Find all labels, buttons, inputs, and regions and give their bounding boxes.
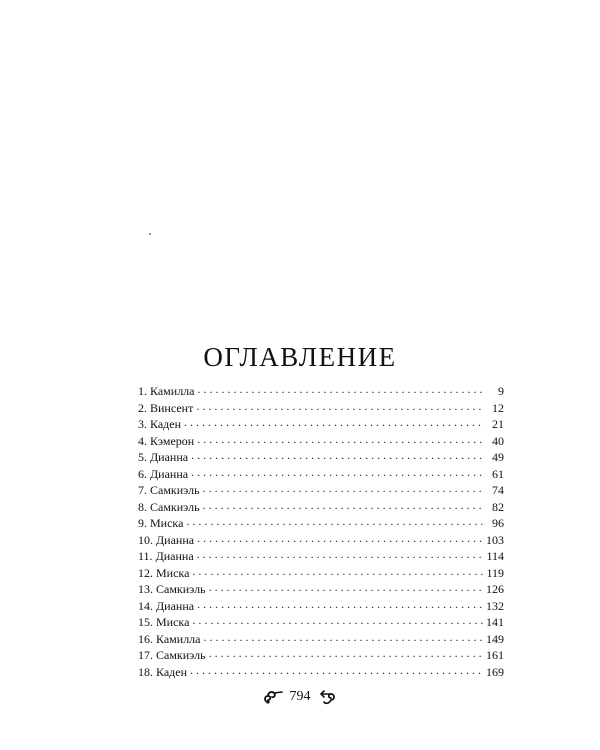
toc-entry-title: Миска (156, 615, 190, 629)
toc-entry-page: 114 (486, 549, 504, 563)
page-title: ОГЛАВЛЕНИЕ (203, 342, 397, 373)
toc-entry-number: 14. (138, 598, 153, 613)
toc-dot-leader (204, 631, 484, 643)
toc-entry-page: 169 (486, 664, 504, 679)
toc-entry (138, 614, 504, 631)
toc-dot-leader (192, 565, 483, 577)
toc-entry (138, 581, 504, 598)
toc-entry (138, 383, 504, 400)
toc-entry-page: 21 (492, 417, 504, 431)
toc-entry-number: 3. (138, 417, 147, 431)
toc-entry-page: 141 (486, 615, 504, 629)
toc-entry-number: 7. (138, 483, 147, 497)
toc-entry-title: Миска (156, 565, 190, 580)
toc-entry (138, 400, 504, 417)
toc-dot-leader (184, 416, 483, 428)
toc-entry-title: Кэмерон (150, 433, 195, 448)
toc-entry-number: 16. (138, 631, 153, 646)
toc-entry-number: 1. (138, 384, 147, 398)
toc-entry (138, 482, 504, 499)
toc-entry-title: Каден (156, 664, 188, 679)
toc-entry (138, 565, 504, 582)
toc-dot-leader (191, 466, 483, 478)
toc-entry-title: Дианна (156, 598, 195, 613)
toc-entry-number: 4. (138, 433, 147, 448)
toc-entry-page: 9 (498, 384, 504, 398)
toc-entry (138, 515, 504, 532)
toc-entry-number: 10. (138, 532, 153, 547)
toc-entry-page: 126 (486, 582, 504, 596)
table-of-contents (138, 383, 504, 680)
toc-entry-page: 103 (486, 532, 504, 547)
toc-dot-leader (203, 482, 483, 494)
toc-dot-leader (197, 433, 483, 445)
toc-dot-leader (203, 499, 483, 511)
toc-entry (138, 664, 504, 681)
toc-entry-title: Дианна (155, 549, 194, 563)
scroll-ornament-icon (262, 688, 284, 706)
toc-entry (138, 466, 504, 483)
toc-dot-leader (209, 581, 483, 593)
toc-dot-leader (190, 664, 483, 676)
toc-entry-page: 161 (486, 648, 504, 662)
toc-entry (138, 548, 504, 565)
toc-entry (138, 433, 504, 450)
toc-entry-number: 6. (138, 466, 147, 481)
page-footer (0, 688, 600, 706)
toc-entry-number: 5. (138, 450, 147, 464)
toc-entry-title: Дианна (150, 466, 189, 481)
toc-entry-page: 40 (492, 433, 504, 448)
toc-entry-title: Самкиэль (150, 483, 200, 497)
toc-dot-leader (198, 383, 484, 395)
toc-dot-leader (197, 532, 483, 544)
toc-entry-page: 49 (492, 450, 504, 464)
toc-entry-number: 11. (138, 549, 153, 563)
toc-entry-number: 12. (138, 565, 153, 580)
toc-entry-page: 12 (492, 400, 504, 415)
toc-entry-number: 17. (138, 648, 153, 662)
toc-entry-page: 119 (486, 565, 504, 580)
toc-entry-page: 82 (492, 499, 504, 514)
toc-dot-leader (196, 400, 483, 412)
toc-entry-page: 74 (492, 483, 504, 497)
toc-dot-leader (197, 548, 483, 560)
toc-entry-number: 2. (138, 400, 147, 415)
page-speck (149, 233, 151, 235)
toc-dot-leader (191, 449, 483, 461)
toc-entry-number: 9. (138, 516, 147, 530)
toc-dot-leader (197, 598, 483, 610)
toc-entry-number: 18. (138, 664, 153, 679)
toc-entry-title: Самкиэль (150, 499, 200, 514)
scroll-ornament-icon (317, 688, 339, 706)
toc-entry-page: 96 (492, 516, 504, 530)
toc-entry (138, 631, 504, 648)
toc-entry (138, 532, 504, 549)
toc-entry-number: 13. (138, 582, 153, 596)
page-number: 794 (289, 689, 311, 704)
toc-entry-title: Винсент (150, 400, 194, 415)
toc-entry-page: 61 (492, 466, 504, 481)
toc-entry-title: Дианна (156, 532, 195, 547)
toc-entry (138, 449, 504, 466)
toc-entry-number: 15. (138, 615, 153, 629)
toc-entry-title: Каден (150, 417, 182, 431)
toc-entry (138, 416, 504, 433)
toc-entry-title: Камилла (156, 631, 201, 646)
toc-entry-page: 149 (486, 631, 504, 646)
toc-dot-leader (186, 515, 483, 527)
toc-entry-page: 132 (486, 598, 504, 613)
toc-entry (138, 598, 504, 615)
toc-dot-leader (209, 647, 483, 659)
toc-dot-leader (192, 614, 483, 626)
toc-entry-number: 8. (138, 499, 147, 514)
toc-entry (138, 499, 504, 516)
toc-entry-title: Дианна (150, 450, 189, 464)
toc-entry-title: Миска (150, 516, 184, 530)
toc-entry-title: Самкиэль (156, 582, 206, 596)
toc-entry-title: Самкиэль (156, 648, 206, 662)
toc-entry-title: Камилла (150, 384, 195, 398)
toc-entry (138, 647, 504, 664)
